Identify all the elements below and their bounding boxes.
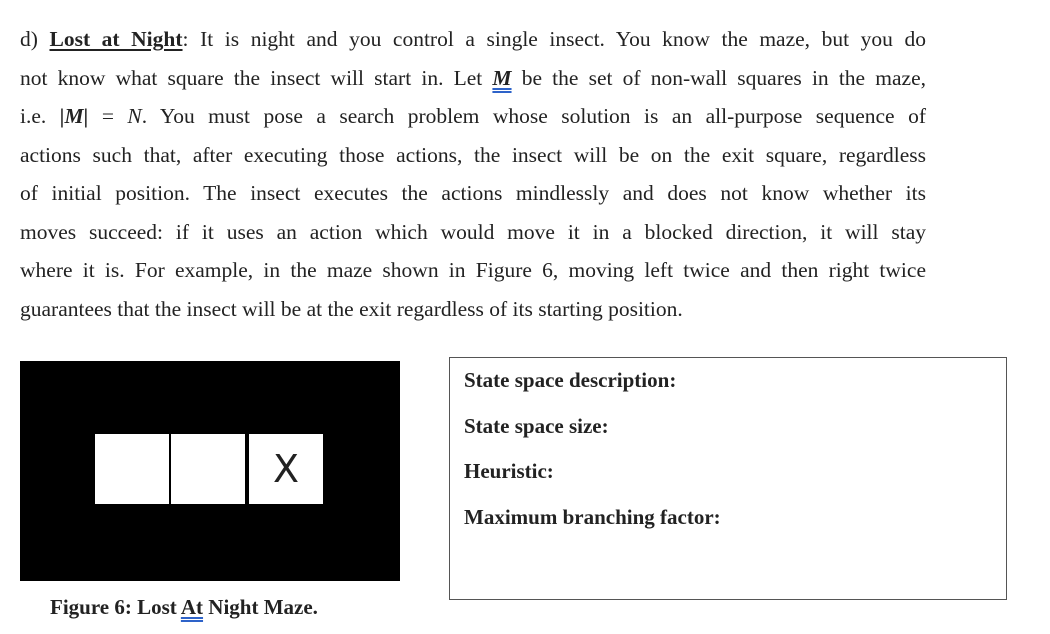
set-cardinality: |M| xyxy=(59,104,89,128)
paragraph-line xyxy=(20,136,926,175)
caption-text: Figure 6: Lost xyxy=(50,595,181,619)
line-text: i.e. xyxy=(20,104,60,128)
maze-square xyxy=(171,434,245,504)
state-space-size-label: State space size: xyxy=(464,414,609,438)
line-text: moves succeed: if it uses an action which would move it in a blocked direction, it will stay xyxy=(20,219,926,244)
caption-flagged-word: At xyxy=(180,595,204,619)
answer-box[interactable] xyxy=(449,357,1007,600)
paragraph-line xyxy=(20,20,926,59)
paragraph-line xyxy=(20,213,926,252)
problem-paragraph xyxy=(20,20,926,328)
problem-title: Lost at Night xyxy=(49,27,183,51)
part-label: d) xyxy=(20,27,50,51)
maze-exit-square xyxy=(249,434,323,504)
figure-caption xyxy=(50,595,318,620)
line-text: of initial position. The insect executes the actions mindlessly and does not know whether its xyxy=(20,181,926,205)
paragraph-line xyxy=(20,97,926,136)
heuristic-label: Heuristic: xyxy=(464,459,554,483)
caption-text: Night Maze. xyxy=(203,595,318,619)
line-text: guarantees that the insect will be at the exit regardless of its starting position. xyxy=(20,296,683,321)
exit-marker: X xyxy=(272,447,300,491)
paragraph-line xyxy=(20,174,926,213)
paragraph-line xyxy=(20,59,926,98)
line-text: . You must pose a search problem whose solution is an all-purpose sequence of xyxy=(141,104,926,128)
line-text: where it is. For example, in the maze shown in Figure 6, moving left twice and then right twice xyxy=(20,258,926,282)
max-branching-factor-label: Maximum branching factor: xyxy=(464,505,721,529)
paragraph-line xyxy=(20,251,926,290)
title-colon: : xyxy=(182,27,189,51)
set-symbol-m: M xyxy=(492,65,512,90)
variable-n: N xyxy=(127,104,142,128)
state-space-description-label: State space description: xyxy=(464,368,677,392)
line-text: not know what square the insect will start in. Let xyxy=(20,65,493,90)
line-text: It is night and you control a single insect. You know the maze, but you do xyxy=(188,27,926,51)
line-text: = xyxy=(88,104,128,128)
maze-figure xyxy=(20,361,400,581)
paragraph-line xyxy=(20,290,926,329)
line-text: actions such that, after executing those actions, the insect will be on the exit square, regardless xyxy=(20,142,926,167)
maze-square xyxy=(95,434,169,504)
line-text: be the set of non-wall squares in the maze, xyxy=(511,65,926,90)
